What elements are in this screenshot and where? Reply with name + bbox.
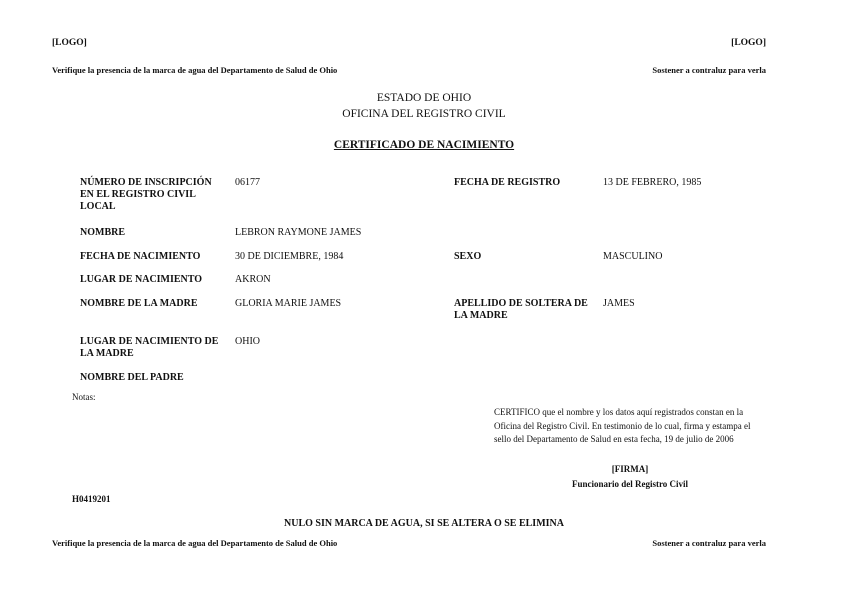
notes-label: Notas:: [72, 392, 96, 402]
father-name-label: NOMBRE DEL PADRE: [80, 372, 184, 383]
certificate-title: CERTIFICADO DE NACIMIENTO: [333, 139, 515, 151]
logo-right: [LOGO]: [731, 38, 766, 48]
office-title: OFICINA DEL REGISTRO CIVIL: [342, 108, 506, 120]
watermark-notice-top: Verifique la presencia de la marca de agua del Departamento de Salud de Ohio: [52, 65, 338, 75]
backlight-notice-top: Sostener a contraluz para verla: [652, 65, 766, 75]
registration-date-label: FECHA DE REGISTRO: [454, 177, 561, 188]
mother-name-value: GLORIA MARIE JAMES: [235, 298, 342, 309]
mother-name-label: NOMBRE DE LA MADRE: [80, 298, 198, 309]
registration-date-value: 13 DE FEBRERO, 1985: [603, 177, 702, 188]
document-code: H0419201: [72, 494, 111, 504]
mother-maiden-label: APELLIDO DE SOLTERA DE LA MADRE: [454, 298, 588, 321]
name-value: LEBRON RAYMONE JAMES: [235, 227, 362, 238]
sex-label: SEXO: [454, 251, 482, 262]
signature-placeholder: [FIRMA]: [611, 464, 649, 474]
watermark-notice-bottom: Verifique la presencia de la marca de agua del Departamento de Salud de Ohio: [52, 538, 338, 548]
logo-left: [LOGO]: [52, 38, 87, 48]
birth-date-value: 30 DE DICIEMBRE, 1984: [235, 251, 344, 262]
registrar-title: Funcionario del Registro Civil: [571, 479, 689, 489]
birth-date-label: FECHA DE NACIMIENTO: [80, 251, 201, 262]
mother-maiden-value: JAMES: [603, 298, 635, 309]
mother-birthplace-label: LUGAR DE NACIMIENTO DE LA MADRE: [80, 336, 219, 359]
local-number-label: NÚMERO DE INSCRIPCIÓN EN EL REGISTRO CIVIL LOCAL: [80, 177, 212, 212]
sex-value: MASCULINO: [603, 251, 663, 262]
void-notice: NULO SIN MARCA DE AGUA, SI SE ALTERA O SE ELIMINA: [284, 518, 564, 529]
name-label: NOMBRE: [80, 227, 125, 238]
local-number-value: 06177: [235, 177, 260, 188]
certification-text: CERTIFICO que el nombre y los datos aquí registrados constan en la Oficina del Registro Civil. En testimonio de lo cual, firma y estampa el sello del Departamento de Salud en esta fecha, 19 de julio de 2006: [494, 407, 751, 444]
mother-birthplace-value: OHIO: [235, 336, 260, 347]
birth-place-label: LUGAR DE NACIMIENTO: [80, 274, 203, 285]
state-title: ESTADO DE OHIO: [376, 92, 472, 104]
birth-place-value: AKRON: [235, 274, 271, 285]
backlight-notice-bottom: Sostener a contraluz para verla: [652, 538, 766, 548]
